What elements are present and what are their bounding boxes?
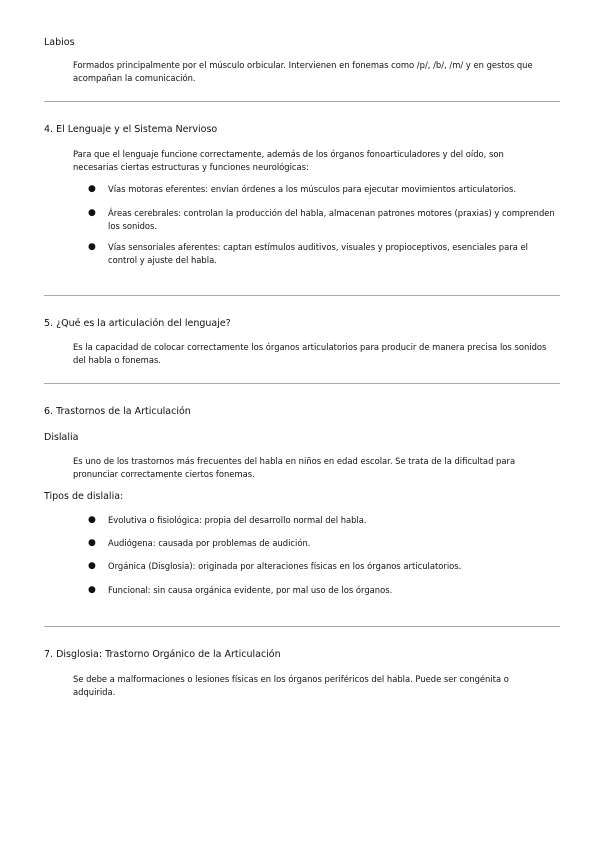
- bullet-icon: ●: [88, 515, 96, 525]
- section-7-heading: 7. Disglosia: Trastorno Orgánico de la Articulación: [44, 649, 281, 660]
- bullet-icon: ●: [88, 538, 96, 548]
- section-6-heading: 6. Trastornos de la Articulación: [44, 406, 191, 417]
- section-divider: [44, 626, 560, 627]
- section-4-bullet: Áreas cerebrales: controlan la producción del habla, almacenan patrones motores (praxias) y comprenden los sonidos.: [108, 208, 555, 231]
- dislalia-type-item: Funcional: sin causa orgánica evidente, por mal uso de los órganos.: [108, 585, 393, 595]
- labios-paragraph: Formados principalmente por el músculo orbicular. Intervienen en fonemas como /p/, /b/, /m/ y en gestos que acompañan la comunicación.: [73, 60, 533, 83]
- section-divider: [44, 295, 560, 296]
- section-5-paragraph: Es la capacidad de colocar correctamente los órganos articulatorios para producir de manera precisa los sonidos del habla o fonemas.: [73, 342, 547, 365]
- section-4-bullet: Vías motoras eferentes: envían órdenes a los músculos para ejecutar movimientos articulatorios.: [108, 184, 517, 194]
- dislalia-subheading: Dislalia: [44, 432, 79, 443]
- section-4-intro: Para que el lenguaje funcione correctamente, además de los órganos fonoarticuladores y del oído, son necesarias ciertas estructuras y funciones neurológicas:: [73, 149, 504, 172]
- dislalia-type-item: Audiógena: causada por problemas de audición.: [108, 538, 311, 548]
- section-4-bullet: Vías sensoriales aferentes: captan estímulos auditivos, visuales y propioceptivos, esenciales para el control y ajuste del habla.: [108, 242, 528, 265]
- labios-heading: Labios: [44, 37, 75, 48]
- bullet-icon: ●: [88, 585, 96, 595]
- section-divider: [44, 383, 560, 384]
- section-divider: [44, 101, 560, 102]
- bullet-icon: ●: [88, 208, 96, 218]
- dislalia-type-item: Evolutiva o fisiológica: propia del desarrollo normal del habla.: [108, 515, 367, 525]
- section-5-heading: 5. ¿Qué es la articulación del lenguaje?: [44, 318, 231, 329]
- dislalia-paragraph: Es uno de los trastornos más frecuentes del habla en niños en edad escolar. Se trata de la dificultad para pronunciar correctamente ciertos fonemas.: [73, 456, 516, 479]
- bullet-icon: ●: [88, 184, 96, 194]
- section-7-paragraph: Se debe a malformaciones o lesiones físicas en los órganos periféricos del habla. Puede ser congénita o adquirida.: [73, 674, 509, 697]
- dislalia-type-item: Orgánica (Disglosia): originada por alteraciones físicas en los órganos articulatorios.: [108, 561, 462, 571]
- bullet-icon: ●: [88, 561, 96, 571]
- bullet-icon: ●: [88, 242, 96, 252]
- section-4-heading: 4. El Lenguaje y el Sistema Nervioso: [44, 124, 218, 135]
- dislalia-types-heading: Tipos de dislalia:: [44, 491, 124, 502]
